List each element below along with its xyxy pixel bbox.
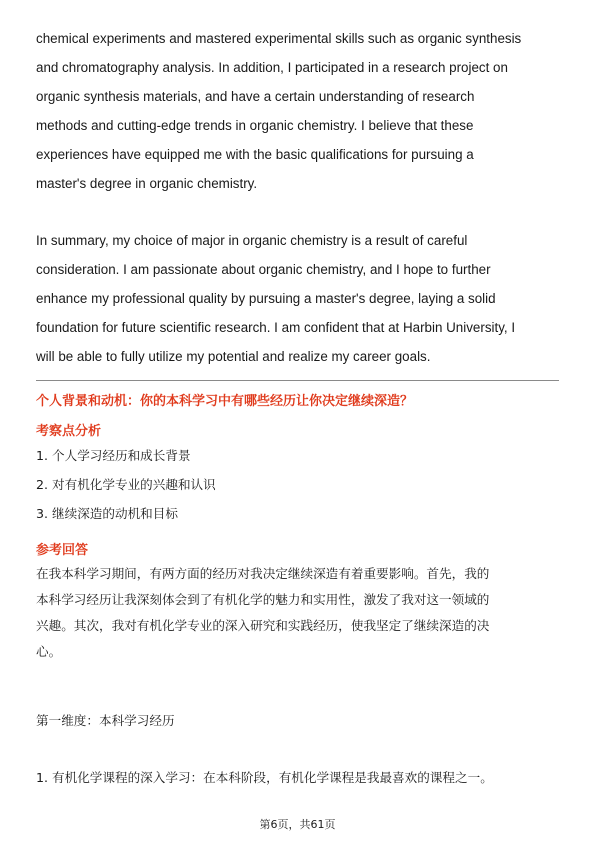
text-line: consideration. I am passionate about organic chemistry, and I hope to further (36, 262, 491, 277)
paragraph-1 (36, 24, 562, 198)
text-line: organic synthesis materials, and have a certain understanding of research (36, 89, 475, 104)
text-line: and chromatography analysis. In addition, I participated in a research project on (36, 60, 508, 75)
list-item: 2. 对有机化学专业的兴趣和认识 (36, 477, 216, 492)
answer-heading: 参考回答 (36, 543, 89, 558)
list-item: 1. 个人学习经历和成长背景 (36, 448, 191, 463)
text-line: In summary, my choice of major in organic chemistry is a result of careful (36, 233, 468, 248)
text-line: enhance my professional quality by pursuing a master's degree, laying a solid (36, 291, 496, 306)
text-line: 本科学习经历让我深刻体会到了有机化学的魅力和实用性，激发了我对这一领域的 (36, 592, 490, 607)
question-title: 个人背景和动机：你的本科学习中有哪些经历让你决定继续深造？ (36, 394, 414, 409)
text-line: will be able to fully utilize my potential and realize my career goals. (36, 349, 431, 364)
answer-paragraph (36, 561, 562, 665)
section-divider (36, 380, 559, 381)
answer-item-1: 1. 有机化学课程的深入学习：在本科阶段，有机化学课程是我最喜欢的课程之一。 (36, 770, 493, 785)
page-number: 第6页，共61页 (259, 818, 336, 831)
text-line: 兴趣。其次，我对有机化学专业的深入研究和实践经历，使我坚定了继续深造的决 (36, 618, 490, 633)
analysis-heading: 考察点分析 (36, 424, 102, 439)
text-line: foundation for future scientific research. I am confident that at Harbin University, I (36, 320, 516, 335)
dimension-heading: 第一维度：本科学习经历 (36, 713, 175, 728)
text-line: experiences have equipped me with the basic qualifications for pursuing a (36, 147, 474, 162)
paragraph-2 (36, 226, 562, 371)
text-line: chemical experiments and mastered experimental skills such as organic synthesis (36, 31, 522, 46)
text-line: master's degree in organic chemistry. (36, 176, 258, 191)
text-line: methods and cutting-edge trends in organic chemistry. I believe that these (36, 118, 474, 133)
list-item: 3. 继续深造的动机和目标 (36, 506, 178, 521)
text-line: 心。 (36, 644, 62, 659)
text-line: 在我本科学习期间，有两方面的经历对我决定继续深造有着重要影响。首先，我的 (36, 566, 490, 581)
analysis-points (36, 441, 216, 528)
